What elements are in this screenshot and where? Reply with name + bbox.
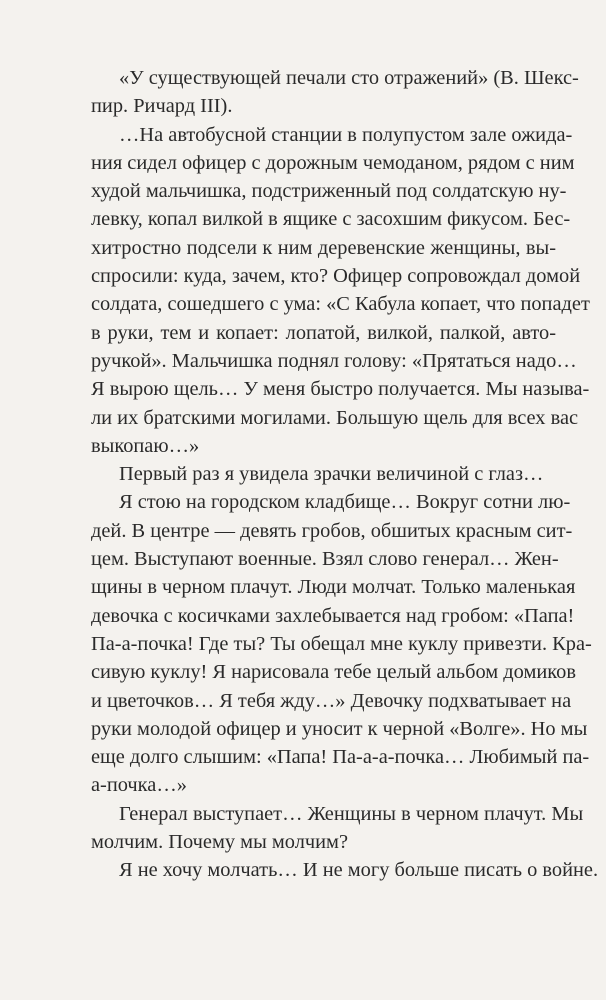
text-line: Генерал выступает… Женщины в черном плачут. Мы	[119, 802, 584, 825]
text-line: выкопаю…»	[91, 434, 200, 457]
text-line: спросили: куда, зачем, кто? Офицер сопровождал домой	[91, 265, 581, 288]
paragraph-epigraph	[64, 64, 579, 121]
text-line: молчим. Почему мы молчим?	[91, 831, 348, 854]
text-line: и цветочков… Я тебя жду…» Девочку подхватывает на	[91, 689, 572, 712]
text-line: «У существующей печали сто отражений» (В. Шекс-	[119, 67, 579, 89]
paragraph-cemetery	[64, 488, 592, 799]
paragraph-bus-station	[64, 121, 590, 461]
text-line: еще долго слышим: «Папа! Па-а-а-почка… Любимый па-	[91, 746, 590, 769]
paragraph-first-time	[64, 460, 556, 488]
text-line: а-почка…»	[91, 774, 187, 797]
text-line: цем. Выступают военные. Взял слово генерал… Жен-	[91, 548, 559, 571]
text-line: пир. Ричард III).	[91, 95, 233, 118]
text-line: Я не хочу молчать… И не могу больше писать о войне.	[119, 859, 599, 882]
paragraph-closing	[64, 856, 599, 884]
text-line: ния сидел офицер с дорожным чемоданом, рядом с ним	[91, 151, 575, 174]
document-page	[64, 64, 599, 885]
text-line: худой мальчишка, подстриженный под солдатскую ну-	[91, 180, 567, 203]
text-line: хитростно подсели к ним деревенские женщины, вы-	[91, 236, 556, 259]
text-line: Я вырою щель… У меня быстро получается. Мы называ-	[91, 378, 590, 401]
text-line: Первый раз я увидела зрачки величиной с глаз…	[119, 463, 544, 486]
text-line: солдата, сошедшего с ума: «С Кабула копает, что попадет	[91, 293, 590, 316]
text-line: дей. В центре — девять гробов, обшитых красным сит-	[91, 519, 573, 542]
text-line: ручкой». Мальчишка поднял голову: «Прятаться надо…	[91, 349, 577, 372]
text-line: в руки, тем и копает: лопатой, вилкой, палкой, авто-	[91, 321, 556, 344]
text-line: сивую куклу! Я нарисовала тебе целый альбом домиков	[91, 661, 576, 684]
text-line: левку, копал вилкой в ящике с засохшим фикусом. Бес-	[91, 208, 571, 231]
text-line: ли их братскими могилами. Большую щель для всех вас	[91, 406, 579, 429]
paragraph-general	[64, 800, 584, 857]
text-line: Я стою на городском кладбище… Вокруг сотни лю-	[119, 491, 571, 514]
text-line: …На автобусной станции в полупустом зале ожида-	[119, 123, 573, 146]
text-line: Па-а-почка! Где ты? Ты обещал мне куклу привезти. Кра-	[91, 632, 592, 655]
text-line: щины в черном плачут. Люди молчат. Только маленькая	[91, 576, 576, 599]
text-line: девочка с косичками захлебывается над гробом: «Папа!	[91, 604, 575, 627]
text-line: руки молодой офицер и уносит к черной «Волге». Но мы	[91, 717, 588, 740]
